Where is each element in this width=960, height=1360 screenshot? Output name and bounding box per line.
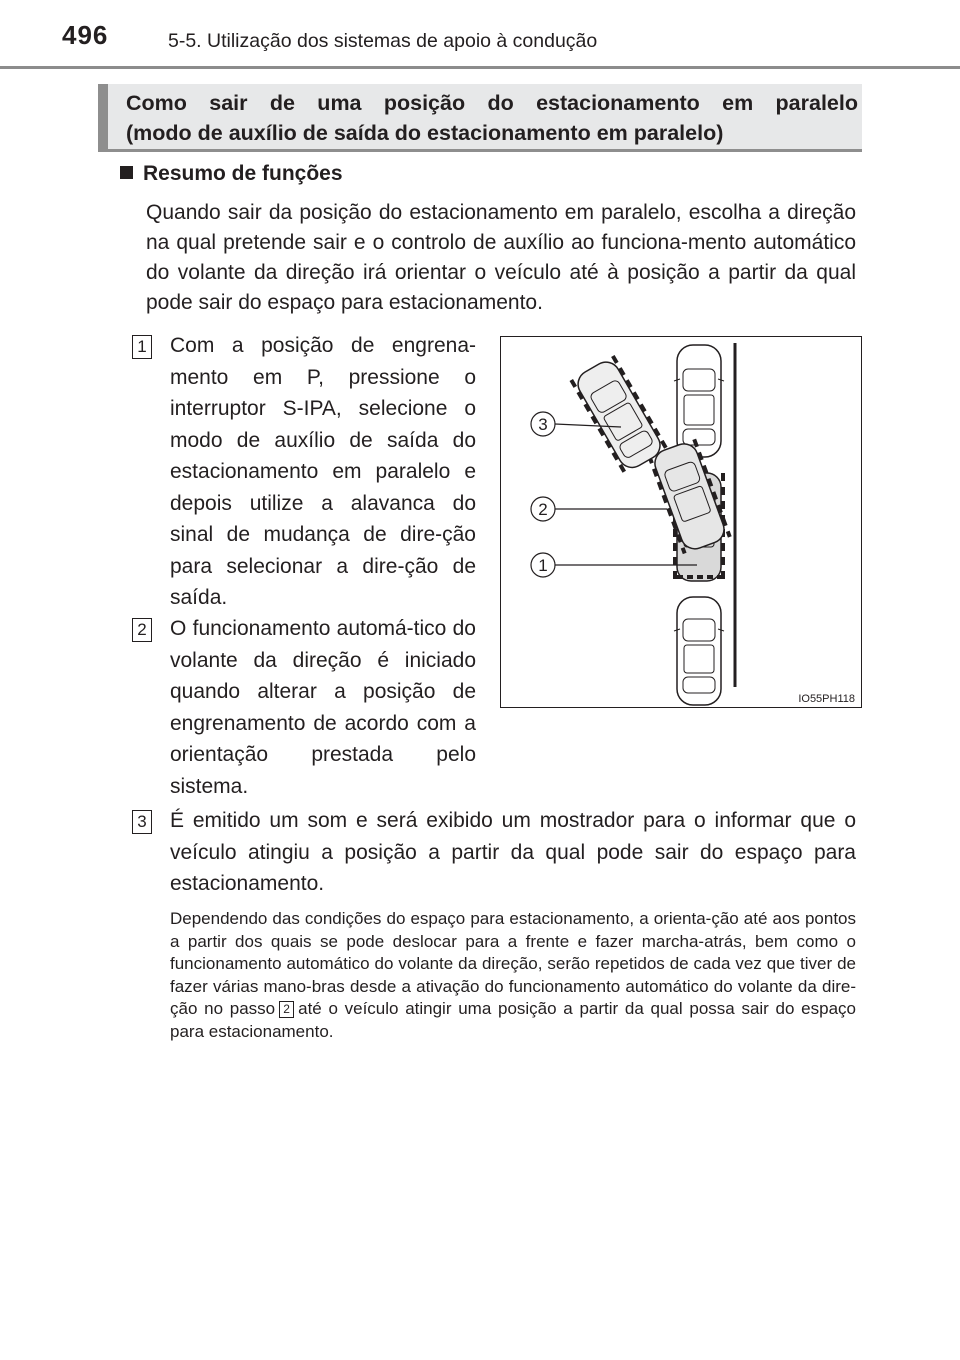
parked-car-top — [674, 345, 724, 457]
parked-car-bottom — [674, 597, 724, 705]
parking-diagram-svg — [501, 337, 863, 709]
parking-diagram — [500, 336, 862, 708]
section-title-line-1: Como sair de uma posição do estacionamento em paralelo — [126, 91, 858, 115]
step-1-text: Com a posição de engrena-mento em P, pressione o interruptor S-IPA, selecione o modo de auxílio de saída do estacionamento em paralelo e depois utilize a alavanca do sinal de mudança de dire-ção para selecionar a dire-ção de saída. — [170, 334, 476, 609]
section-title — [126, 88, 858, 148]
chapter-header: 5-5. Utilização dos sistemas de apoio à condução — [168, 30, 598, 52]
callout-2-label: 2 — [538, 500, 548, 519]
section-title-box — [98, 84, 862, 152]
header-rule — [0, 66, 960, 69]
vehicle-position-3 — [571, 356, 667, 474]
step-2-text: O funcionamento automá-tico do volante da direção é iniciado quando alterar a posição de engrenamento de acordo com a orientação prestada pelo sistema. — [170, 617, 476, 798]
square-bullet-icon — [120, 166, 133, 179]
step-1-number: 1 — [132, 335, 152, 359]
callout-1 — [531, 553, 697, 577]
intro-paragraph: Quando sair da posição do estacionamento em paralelo, escolha a direção na qual pretende sair e o controlo de auxílio ao funciona-mento automático do volante da direção irá orientar o veículo até à posição a partir da qual pode sair do espaço para estacionamento. — [146, 201, 856, 314]
callout-2 — [531, 497, 667, 521]
figure-code: IO55PH118 — [798, 693, 855, 705]
note-paragraph — [170, 908, 856, 1043]
note-text-before: Dependendo das condições do espaço para estacionamento, a orienta-ção até aos pontos a partir dos quais se pode deslocar para a frente e fazer marcha-atrás, bem como o funcionamento automático do volante da direção, serão repetidos de cada vez que tiver de fazer várias mano-bras desde a ativação do funcionamento automático do volante da dire-ção no passo — [170, 909, 856, 1018]
note-text-after: até o veículo atingir uma posição a partir da qual possa sair do espaço para estacionamento. — [170, 999, 856, 1041]
step-3-text: É emitido um som e será exibido um mostrador para o informar que o veículo atingiu a posição a partir da qual pode sair do espaço para estacionamento. — [170, 809, 856, 895]
section-title-line-2: (modo de auxílio de saída do estacionamento em paralelo) — [126, 121, 724, 145]
subsection-heading — [120, 162, 343, 186]
callout-3-label: 3 — [538, 415, 548, 434]
step-2-number: 2 — [132, 618, 152, 642]
step-3-number: 3 — [132, 810, 152, 834]
callout-1-label: 1 — [538, 556, 548, 575]
subsection-title: Resumo de funções — [143, 162, 343, 185]
page-number: 496 — [62, 20, 109, 50]
note-step-ref: 2 — [279, 1001, 294, 1018]
